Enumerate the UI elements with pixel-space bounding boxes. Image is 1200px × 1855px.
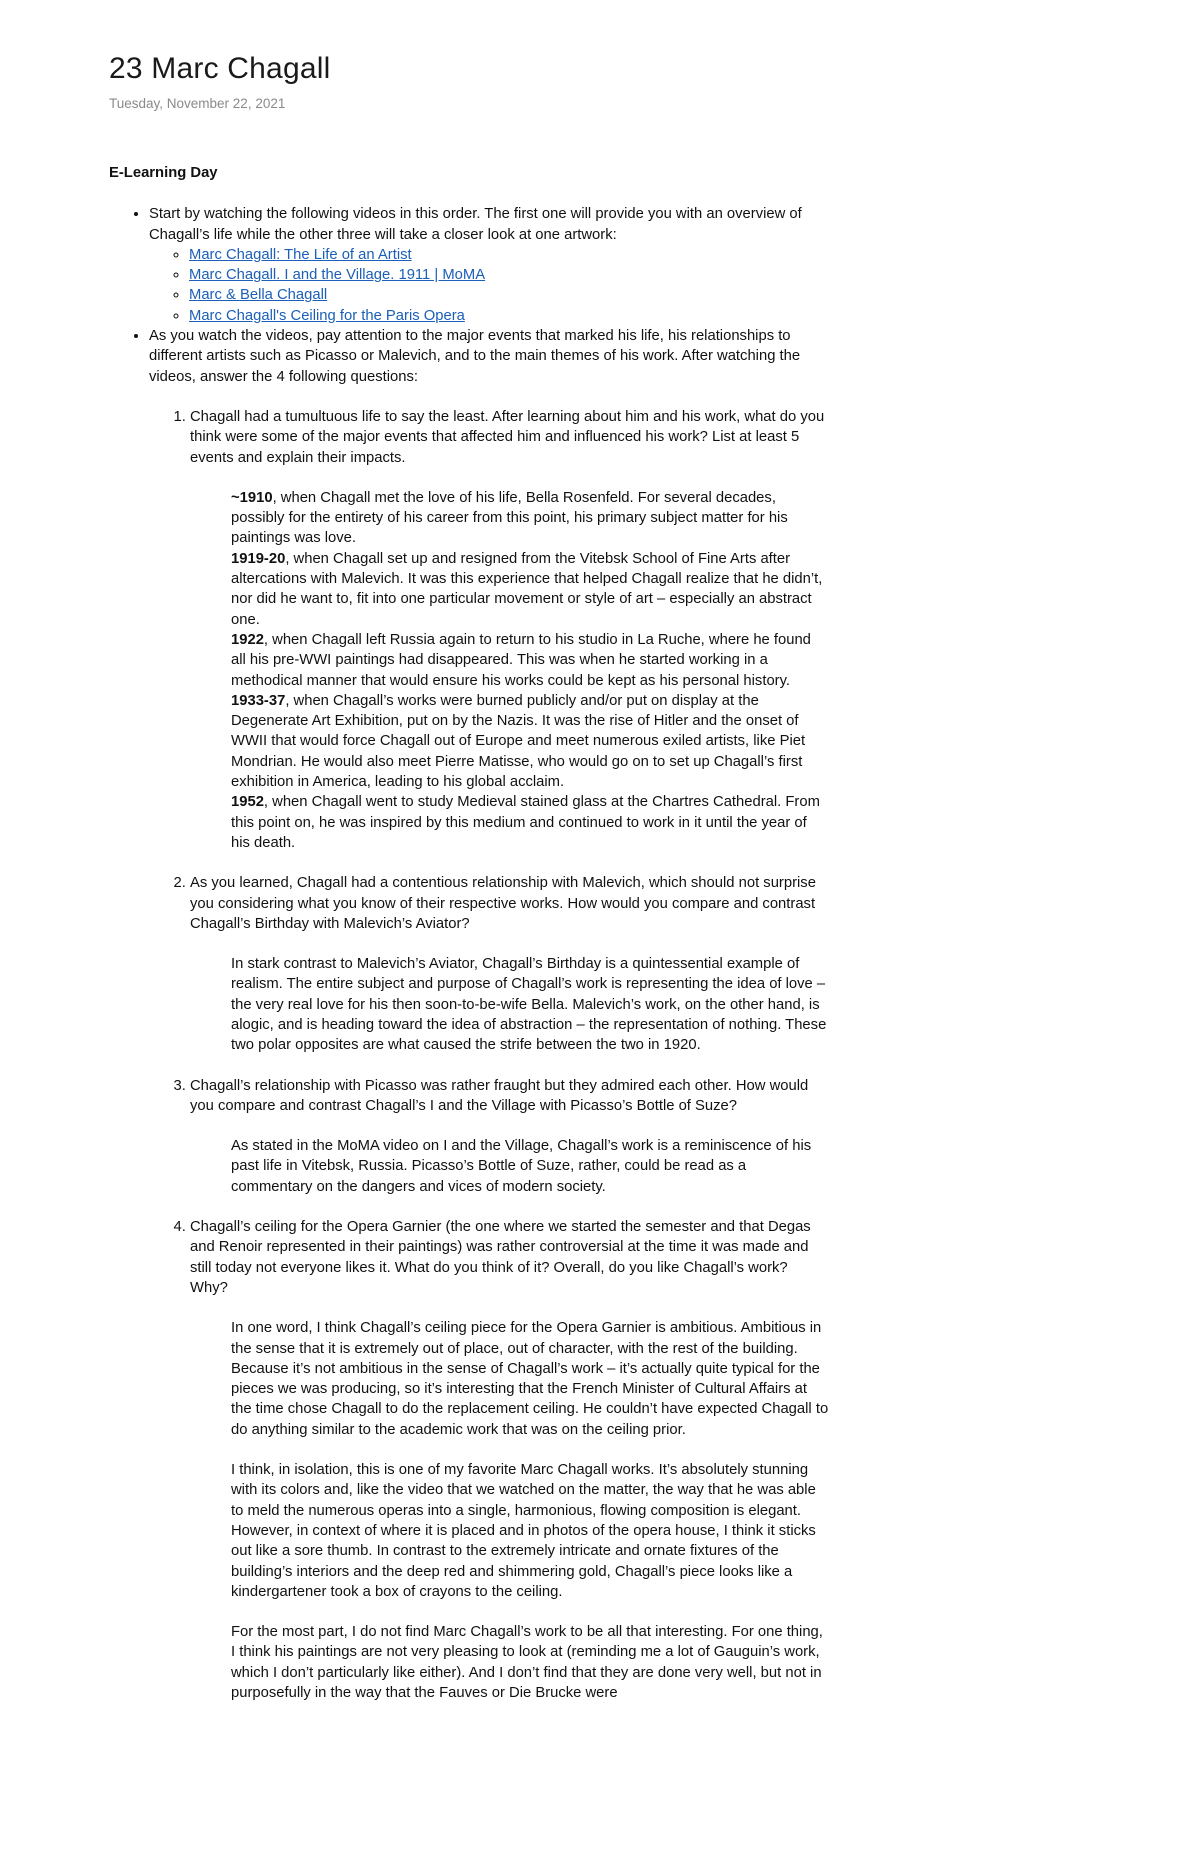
event-text: , when Chagall met the love of his life, Bella Rosenfeld. For several decades, possibly for the entirety of his career from this point, his primary subject matter for his paintings was love. [231,489,788,547]
video-link-i-and-the-village[interactable]: Marc Chagall. I and the Village. 1911 | MoMA [189,267,486,284]
answer-paragraph: In one word, I think Chagall’s ceiling piece for the Opera Garnier is ambitious. Ambitious in the sense that it is extremely out of place, out of character, with the rest of the building. Because it’s not ambitious in the sense of Chagall’s work – it’s actually quite typical for the pieces we was producing, so it’s interesting that the French Minister of Cultural Affairs at the time chose Chagall to do the replacement ceiling. He couldn’t have expected Chagall to do anything similar to the academic work that was on the ceiling prior. [231,1320,829,1438]
video-link-item [189,285,829,305]
event-entry [231,549,829,630]
event-text: , when Chagall’s works were burned publicly and/or put on display at the Degenerate Art Exhibition, put on by the Nazis. It was the rise of Hitler and the onset of WWII that would force Chagall out of Europe and meet numerous exiled artists, like Piet Mondrian. He would also meet Pierre Matisse, who would go on to set up Chagall’s first exhibition in America, leading to his global acclaim. [231,692,806,791]
video-link-list [149,245,829,326]
question-text: 2. As you learned, Chagall had a contentious relationship with Malevich, which should not surprise you considering what you know of their respective works. How would you compare and contrast Chagall’s Birthday with Malevich’s Aviator? [190,875,816,932]
bullet-intro-text: Start by watching the following videos in this order. The first one will provide you with an overview of Chagall’s life while the other three will take a closer look at one artwork: [149,206,802,243]
event-entry [231,691,829,792]
event-text: , when Chagall set up and resigned from the Vitebsk School of Fine Arts after altercations with Malevich. It was this experience that helped Chagall realize that he didn’t, nor did he want to, fit into one particular movement or style of art – especially an abstract one. [231,550,823,628]
bullet-intro [149,204,829,326]
event-text: , when Chagall went to study Medieval stained glass at the Chartres Cathedral. From this point on, he was inspired by this medium and continued to work in it until the year of his death. [231,794,820,851]
video-link-marc-and-bella[interactable]: Marc & Bella Chagall [189,287,328,304]
question-text: 1. Chagall had a tumultuous life to say the least. After learning about him and his work, what do you think were some of the major events that affected him and influenced his work? List at least 5 events and explain their impacts. [190,408,825,466]
question-2 [190,873,829,1055]
answer-paragraph: In stark contrast to Malevich’s Aviator, Chagall’s Birthday is a quintessential example of realism. The entire subject and purpose of Chagall’s work is representing the idea of love – the very real love for his then soon-to-be-wife Bella. Malevich’s work, on the other hand, is alogic, and is heading toward the idea of abstraction – the representation of nothing. These two polar opposites are what caused the strife between the two in 1920. [231,956,827,1054]
answer-paragraph: As stated in the MoMA video on I and the Village, Chagall’s work is a reminiscence of his past life in Vitebsk, Russia. Picasso’s Bottle of Suze, rather, could be read as a commentary on the dangers and vices of modern society. [231,1138,812,1195]
video-link-life-of-an-artist[interactable]: Marc Chagall: The Life of an Artist [189,246,412,263]
event-entry [231,488,829,549]
answer-paragraph: For the most part, I do not find Marc Chagall’s work to be all that interesting. For one thing, I think his paintings are not very pleasing to look at (reminding me a lot of Gauguin’s work, which I don’t particularly like either). And I don’t find that they are done very well, but not in purposefully in the way that the Fauves or Die Brucke were [231,1624,823,1701]
answer-1 [231,488,829,853]
answer-3 [231,1136,829,1197]
instruction-list [109,204,829,387]
event-entry [231,630,829,691]
answer-2 [231,954,829,1055]
event-text: , when Chagall left Russia again to return to his studio in La Ruche, where he found all his pre-WWI paintings had disappeared. This was when he started working in a methodical manner that would ensure his works could be kept as his personal history. [231,631,811,689]
event-entry [231,792,829,853]
note-body [109,163,829,1723]
section-heading: E-Learning Day [109,165,218,181]
bullet-instruction: • As you watch the videos, pay attention to the major events that marked his life, his relationships to different artists such as Picasso or Malevich, and to the main themes of his work. After watching the videos, answer the 4 following questions: [149,326,829,387]
event-year: 1919-20 [231,550,286,567]
video-link-item [189,265,829,285]
event-year: ~1910 [231,489,273,506]
answer-paragraph: I think, in isolation, this is one of my favorite Marc Chagall works. It’s absolutely stunning with its colors and, like the video that we watched on the matter, the way that he was able to meld the numerous operas into a single, harmonious, flowing composition is elegant. However, in context of where it is placed and in photos of the opera house, I think it sticks out like a sore thumb. In contrast to the extremely intricate and ornate fixtures of the building’s interiors and the deep red and shimmering gold, Chagall’s piece looks like a kindergartener took a box of crayons to the ceiling. [231,1462,816,1600]
video-link-paris-opera-ceiling[interactable]: Marc Chagall's Ceiling for the Paris Opera [189,307,465,324]
question-4 [190,1217,829,1703]
question-text: 3. Chagall’s relationship with Picasso was rather fraught but they admired each other. How would you compare and contrast Chagall’s I and the Village with Picasso’s Bottle of Suze? [190,1077,809,1114]
answer-4 [231,1318,829,1703]
question-3 [190,1076,829,1197]
question-1 [190,407,829,853]
video-link-item [189,245,829,265]
event-year: 1952 [231,794,264,811]
question-list [109,407,829,1703]
page-date: Tuesday, November 22, 2021 [109,96,286,111]
question-text: 4. Chagall’s ceiling for the Opera Garnier (the one where we started the semester and that Degas and Renoir represented in their paintings) was rather controversial at the time it was made and still today not everyone likes it. What do you think of it? Overall, do you like Chagall’s work? Why? [190,1219,811,1296]
event-year: 1922 [231,631,264,648]
event-year: 1933-37 [231,692,286,709]
page-title: 23 Marc Chagall [109,52,331,85]
video-link-item [189,306,829,326]
